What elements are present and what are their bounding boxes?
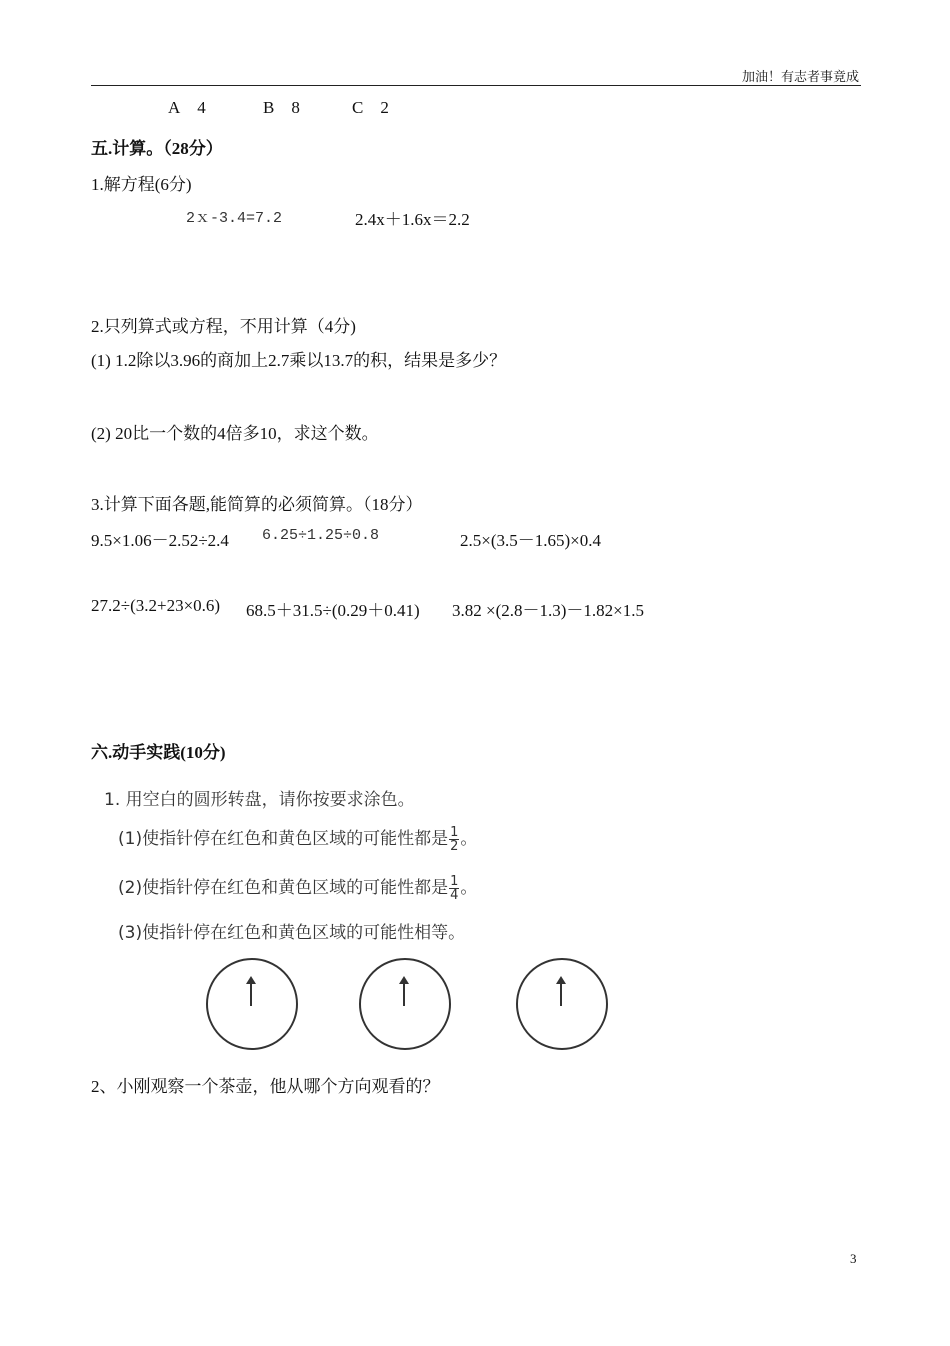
activity-item-3: (3)使指针停在红色和黄色区域的可能性相等。: [118, 923, 466, 943]
fraction-denominator: 4: [450, 887, 459, 903]
spinner-1[interactable]: [206, 958, 298, 1050]
activity-item-2: [118, 873, 477, 902]
q2-part1: (1) 1.2除以3.96的商加上2.7乘以13.7的积，结果是多少？: [91, 351, 507, 370]
equation-1: 2ｘ-3.4=7.2: [186, 210, 283, 227]
pointer-arrow-icon: [250, 982, 252, 1006]
fraction-numerator: 1: [450, 824, 459, 840]
option-letter: C: [352, 98, 364, 117]
q2-part2: (2) 20比一个数的4倍多10，求这个数。: [91, 424, 379, 443]
calc-5: 68.5＋31.5÷(0.29＋0.41): [246, 601, 420, 620]
option-letter: A: [168, 98, 181, 117]
spinner-2[interactable]: [359, 958, 451, 1050]
calc-3: 2.5×(3.5－1.65)×0.4: [460, 531, 601, 550]
calc-1: 9.5×1.06－2.52÷2.4: [91, 531, 229, 550]
pointer-arrow-icon: [560, 982, 562, 1006]
activity-title: 1. 用空白的圆形转盘，请你按要求涂色。: [104, 790, 415, 810]
calc-6: 3.82 ×(2.8－1.3)－1.82×1.5: [452, 601, 644, 620]
activity-item-2-text: (2)使指针停在红色和黄色区域的可能性都是: [118, 878, 449, 898]
fraction-denominator: 2: [450, 838, 459, 854]
activity-item-1-end: 。: [460, 829, 478, 849]
section5-title: 五.计算。（28分）: [91, 139, 223, 158]
option-value: 2: [380, 98, 389, 117]
q3-title: 3.计算下面各题,能简算的必须简算。（18分）: [91, 495, 423, 514]
option-c: [352, 98, 389, 118]
fraction-one-half: [449, 826, 459, 853]
option-b: [263, 98, 300, 118]
q1-title: 1.解方程(6分): [91, 175, 192, 194]
option-value: 8: [291, 98, 300, 117]
option-value: 4: [197, 98, 206, 117]
option-letter: B: [263, 98, 275, 117]
activity-item-1-text: (1)使指针停在红色和黄色区域的可能性都是: [118, 829, 449, 849]
fraction-numerator: 1: [450, 873, 459, 889]
calc-2: 6.25÷1.25÷0.8: [262, 527, 380, 544]
spinner-3[interactable]: [516, 958, 608, 1050]
q2-title: 2.只列算式或方程，不用计算（4分): [91, 317, 356, 336]
equation-2: 2.4x＋1.6x＝2.2: [355, 210, 470, 229]
pointer-arrow-icon: [403, 982, 405, 1006]
header-motto: 加油！有志者事竟成: [741, 69, 859, 84]
fraction-one-quarter: [449, 875, 459, 902]
page-number: 3: [850, 1251, 857, 1266]
option-a: [168, 98, 206, 118]
section6-title: 六.动手实践(10分): [91, 743, 226, 762]
activity-item-1: [118, 824, 477, 853]
calc-4: 27.2÷(3.2+23×0.6): [91, 596, 221, 615]
section6-q2: 2、小刚观察一个茶壶，他从哪个方向观看的？: [91, 1077, 440, 1096]
header-divider: [91, 85, 861, 86]
activity-item-2-end: 。: [460, 878, 478, 898]
